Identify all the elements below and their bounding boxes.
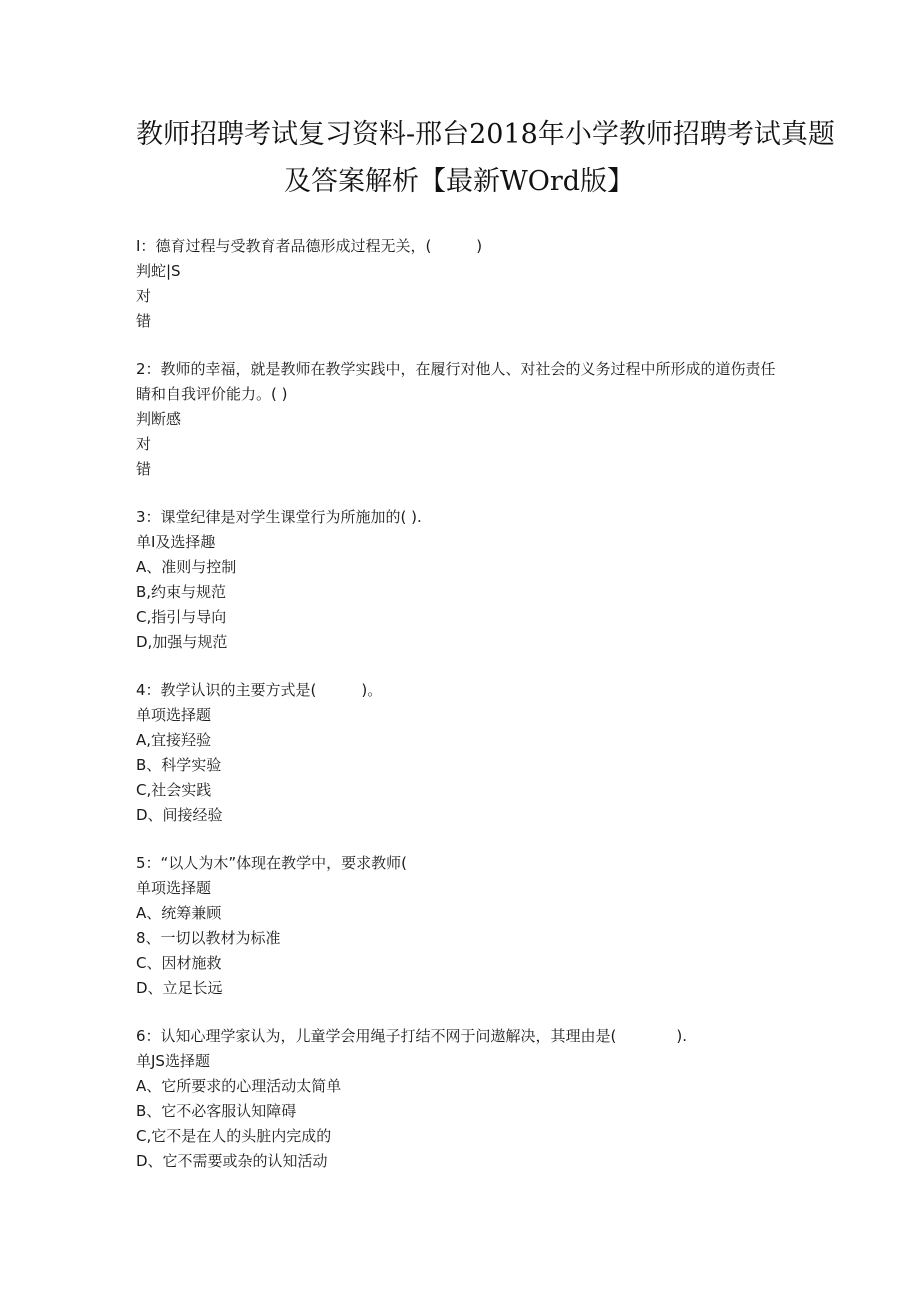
question-number: I： — [136, 237, 156, 255]
question-type: 判蛇|S — [136, 262, 181, 280]
option-d: D、立足长远 — [136, 979, 223, 997]
question-stem — [136, 357, 786, 407]
question-1 — [136, 234, 796, 334]
question-text: “以人为木”体现在教学中，要求教师( — [160, 854, 407, 872]
option-d: D、它不需要或杂的认知活动 — [136, 1152, 328, 1170]
question-text: 德育过程与受教育者品德形成过程无关，( ) — [155, 237, 483, 255]
question-type: 单JS选择题 — [136, 1052, 210, 1070]
question-stem — [136, 505, 786, 530]
option-a: A、准则与控制 — [136, 558, 237, 576]
document-title-line-2: 及答案解析【最新WOrd版】 — [284, 166, 635, 197]
option-c: C、因材施救 — [136, 954, 222, 972]
option-a: A,宜接羟验 — [136, 731, 212, 749]
question-text: 教师的幸福，就是教师在教学实践中，在履行对他人、对社会的义务过程中所形成的道伤责任睛和自我评价能力。( ) — [136, 360, 776, 403]
question-3 — [136, 505, 796, 655]
question-stem — [136, 1024, 786, 1049]
document-title-line-1: 教师招聘考试复习资料-邢台2018年小学教师招聘考试真题 — [136, 119, 835, 150]
question-5 — [136, 851, 796, 1001]
option-c: C,社会实践 — [136, 781, 212, 799]
question-number: 5： — [136, 854, 161, 872]
option-true: 对 — [136, 287, 152, 305]
option-false: 错 — [136, 312, 152, 330]
option-a: A、统筹兼顾 — [136, 904, 222, 922]
question-list — [136, 234, 796, 1197]
option-b: 8、一切以教材为标准 — [136, 929, 281, 947]
question-text: 课堂纪律是对学生课堂行为所施加的( ). — [160, 508, 422, 526]
option-true: 对 — [136, 435, 152, 453]
question-stem — [136, 851, 786, 876]
question-number: 4： — [136, 681, 161, 699]
question-text: 认知心理学家认为，儿童学会用绳子打结不网于问遨解决，其理由是( ). — [160, 1027, 688, 1045]
option-b: B,约束与规范 — [136, 583, 227, 601]
question-4 — [136, 678, 796, 828]
question-type: 单项选择题 — [136, 879, 212, 897]
question-type: 单I及选择趣 — [136, 533, 216, 551]
option-b: B、科学实验 — [136, 756, 222, 774]
question-stem — [136, 678, 786, 703]
question-type: 单项选择题 — [136, 706, 212, 724]
question-type: 判断感 — [136, 410, 182, 428]
question-text: 教学认识的主要方式是( )。 — [160, 681, 383, 699]
question-stem — [136, 234, 786, 259]
option-a: A、它所要求的心理活动太简单 — [136, 1077, 342, 1095]
question-number: 3： — [136, 508, 161, 526]
question-2 — [136, 357, 796, 482]
option-d: D,加强与规范 — [136, 633, 228, 651]
option-d: D、间接经验 — [136, 806, 223, 824]
option-false: 错 — [136, 460, 152, 478]
option-c: C,它不是在人的头脏内完成的 — [136, 1127, 332, 1145]
option-b: B、它不必客服认知障碍 — [136, 1102, 297, 1120]
question-6 — [136, 1024, 796, 1174]
option-c: C,指引与导向 — [136, 608, 227, 626]
question-number: 2： — [136, 360, 161, 378]
question-number: 6： — [136, 1027, 161, 1045]
